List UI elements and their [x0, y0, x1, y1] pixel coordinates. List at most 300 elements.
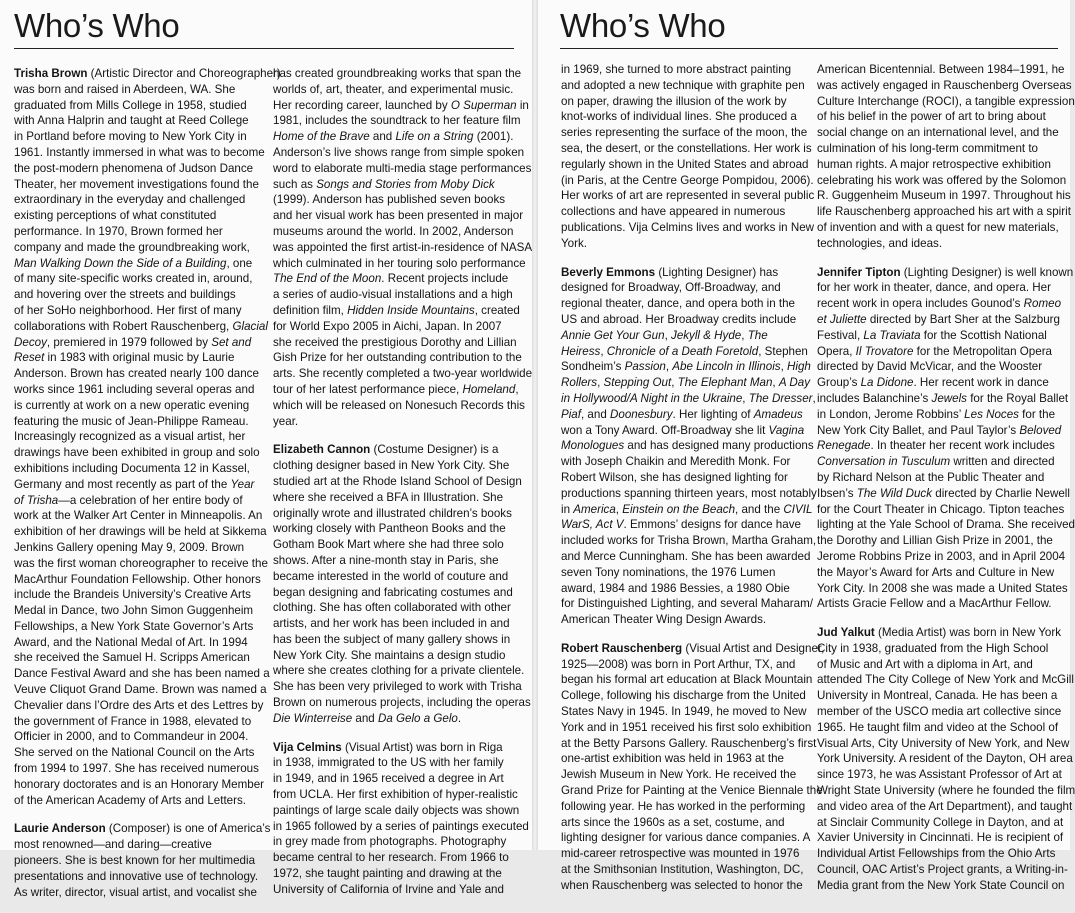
- bio-line: [14, 777, 265, 793]
- bio-line: [817, 767, 1062, 783]
- bio-line: [273, 366, 533, 382]
- bio-text: ,: [741, 328, 748, 342]
- bio-line: [273, 882, 512, 898]
- bio-text: in: [561, 502, 574, 516]
- bio-text: Her recording career, launched by: [273, 98, 451, 112]
- bio-line: [561, 596, 813, 612]
- bio-text: worlds of, art, theater, and experimental music.: [273, 82, 514, 96]
- bio-text: directed by Bart Sher at the Salzburg: [866, 312, 1060, 326]
- bio-italic-title: Die Winterreise: [273, 711, 353, 725]
- bio-line: [817, 344, 1056, 360]
- bio-text: with Anna Halprin and taught at Reed College: [14, 114, 249, 128]
- bio-line: [273, 192, 512, 208]
- bio-line: [561, 188, 815, 204]
- bio-italic-title: Monologues: [561, 439, 625, 453]
- bio-line: [14, 398, 253, 414]
- bio-text: museums around the world. In 2002, Anderson: [273, 224, 514, 238]
- bio-text: of Music and Art with a diploma in Art, and: [817, 657, 1033, 671]
- bio-line: [817, 815, 1064, 831]
- bio-line: [817, 704, 1062, 720]
- bio-italic-title: Jewels: [931, 391, 967, 405]
- bio-line: [817, 751, 1073, 767]
- bio-text: Increasingly recognized as a visual artist, her: [14, 430, 246, 444]
- bio-italic-title: The End of the Moon: [273, 272, 382, 286]
- bio-text: social change on an international level, and the: [817, 126, 1059, 140]
- bio-italic-title: Home of the Brave: [273, 130, 370, 144]
- bio-text: shows. After a nine-month stay in Paris, she: [273, 553, 499, 567]
- bio-line: [14, 287, 253, 303]
- bio-line: [817, 657, 1056, 673]
- bio-text: ,: [597, 376, 604, 390]
- bio-line: [273, 319, 512, 335]
- bio-text: and: [352, 711, 378, 725]
- bio-text: technologies, and ideas.: [817, 236, 943, 250]
- bio-text: Dance Festival Award and she has been named a: [14, 667, 270, 681]
- bio-text: from 1994 to 1997. She has received numerous: [14, 762, 259, 776]
- bio-text: lighting at the Yale School of Drama. She received: [817, 518, 1075, 532]
- bio-line: [273, 600, 512, 616]
- bio-text: paintings of large scale daily objects was shown: [273, 803, 520, 817]
- bio-text: and: [369, 130, 396, 144]
- bio-entry: [817, 62, 1075, 252]
- bio-text: 1972, she taught painting and drawing at the: [273, 867, 502, 881]
- bio-line: [817, 862, 1068, 878]
- bio-text: sea, the desert, or the constellations. Her work is: [561, 141, 812, 155]
- bio-text: As writer, director, visual artist, and vocalist she: [14, 885, 257, 899]
- bio-text: began his formal art education at Black Mountain: [561, 673, 813, 687]
- bio-text: York City. In 2008 she was made a United States: [817, 581, 1068, 595]
- bio-line: [817, 581, 1068, 597]
- bio-text: regional theater, dance, and opera both in the: [561, 297, 795, 311]
- bio-text: and video area of the Art Department), and taught: [817, 799, 1073, 813]
- bio-italic-title: Annie Get Your Gun: [561, 328, 665, 342]
- bio-line: [14, 240, 253, 256]
- bio-line: [273, 442, 512, 458]
- bio-text: and adopted a new technique with graphite pen: [561, 78, 805, 92]
- bio-line: [817, 204, 1071, 220]
- bio-text: for World Expo 2005 in Aichi, Japan. In 2007: [273, 319, 502, 333]
- bio-italic-title: The: [747, 328, 768, 342]
- bio-text: American Theater Wing Design Awards.: [561, 613, 767, 627]
- bio-line: [817, 470, 1056, 486]
- bio-line: [561, 220, 815, 236]
- bio-text: York University. A resident of the Dayton, OH area: [817, 752, 1073, 766]
- bio-line: [273, 537, 512, 553]
- bio-text: City in 1938, graduated from the High School: [817, 641, 1049, 655]
- bio-text: year.: [273, 414, 299, 428]
- bio-line: [14, 445, 260, 461]
- bio-text: ,: [665, 360, 673, 374]
- bio-line: [14, 714, 253, 730]
- bio-text: York and in 1951 received his first solo exhibition: [561, 720, 812, 734]
- bio-text: for the Scottish National: [920, 328, 1047, 342]
- bio-text: clothing. She has often collaborated with other: [273, 601, 511, 615]
- bio-entry: [561, 641, 825, 894]
- bio-line: [561, 265, 800, 281]
- bio-line: [561, 236, 800, 252]
- bio-text: Robert Wilson, she has designed lighting for: [561, 470, 788, 484]
- bio-line: [561, 312, 800, 328]
- bio-text: in: [516, 98, 529, 112]
- bio-line: [14, 869, 259, 885]
- bio-line: [817, 141, 1056, 157]
- bio-line: [14, 177, 259, 193]
- bio-line: [561, 751, 800, 767]
- bio-line: [817, 641, 1056, 657]
- bio-line: [561, 783, 823, 799]
- bio-line: [14, 303, 253, 319]
- bio-text: is currently at work on a new operatic evening: [14, 398, 250, 412]
- bio-text: extraordinary in the everyday and challenged: [14, 193, 246, 207]
- bio-italic-title: La Didone: [860, 376, 914, 390]
- bio-text: She has been very privileged to work with Trisha: [273, 680, 522, 694]
- bio-text: 1981, includes the soundtrack to her feature film: [273, 114, 521, 128]
- bio-line: [273, 98, 529, 114]
- bio-line: [273, 490, 512, 506]
- bio-text: exhibitions including Documenta 12 in Kassel,: [14, 461, 250, 475]
- bio-text: States Navy in 1945. In 1949, he moved to New: [561, 705, 807, 719]
- bio-line: [817, 688, 1056, 704]
- bio-line: [14, 414, 253, 430]
- bio-line: [14, 540, 253, 556]
- bio-line: [817, 296, 1062, 312]
- bio-line: [561, 565, 800, 581]
- bio-line: [273, 679, 522, 695]
- bio-text: tour of her latest performance piece,: [273, 382, 463, 396]
- bio-line: [561, 454, 800, 470]
- bio-line: [561, 391, 816, 407]
- bio-text: (Visual Artist and Designer,: [682, 641, 825, 655]
- bio-text: US and abroad. Her Broadway credits include: [561, 312, 797, 326]
- bio-text: written and directed: [950, 455, 1055, 469]
- bio-line: [14, 382, 253, 398]
- bio-line: [561, 423, 805, 439]
- bio-text: was born and raised in Aberdeen, WA. She: [14, 82, 236, 96]
- bio-line: [14, 556, 268, 572]
- bio-text: at the Betty Parsons Gallery. Rauschenberg’s first: [561, 736, 817, 750]
- bio-text: (Composer) is one of America’s: [105, 822, 271, 836]
- bio-line: [817, 125, 1059, 141]
- bio-text: where she creates clothing for a private clientele.: [273, 664, 525, 678]
- bio-name: Robert Rauschenberg: [561, 641, 683, 655]
- bio-line: [817, 188, 1071, 204]
- bio-line: [561, 62, 800, 78]
- bio-line: [817, 62, 1065, 78]
- bio-italic-title: Stepping Out: [603, 376, 672, 390]
- bio-text: ,: [780, 360, 788, 374]
- bio-line: [817, 672, 1074, 688]
- right-page-title: Who’s Who: [560, 7, 726, 44]
- bio-line: [273, 335, 517, 351]
- bio-line: [817, 517, 1075, 533]
- bio-text: became interested in the world of couture and: [273, 569, 509, 583]
- bio-entry: [561, 62, 815, 252]
- bio-line: [273, 834, 512, 850]
- bio-name: Laurie Anderson: [14, 822, 106, 836]
- bio-line: [273, 458, 512, 474]
- bio-text: when Rauschenberg was selected to honor the: [561, 878, 803, 892]
- bio-entry: [817, 625, 1075, 894]
- bio-italic-title: Passion: [624, 360, 666, 374]
- bio-text: drawings have been exhibited in group and solo: [14, 446, 260, 460]
- bio-line: [561, 704, 807, 720]
- bio-text: ,: [515, 382, 519, 396]
- bio-text: and Merce Cunningham. She has been awarded: [561, 549, 811, 563]
- bio-text: ,: [812, 391, 816, 405]
- bio-line: [273, 161, 532, 177]
- bio-italic-title: Chronicle of a Death Foretold: [606, 344, 759, 358]
- bio-line: [817, 157, 1056, 173]
- bio-text: .: [457, 711, 462, 725]
- bio-line: [817, 109, 1056, 125]
- bio-line: [561, 502, 813, 518]
- bio-text: was actively engaged in Rauschenberg Overseas: [817, 78, 1072, 92]
- bio-text: Individual Artist Fellowships from the Ohio Arts: [817, 847, 1056, 861]
- bio-name: Trisha Brown: [14, 67, 88, 80]
- bio-italic-title: High: [787, 360, 811, 374]
- bio-line: [817, 407, 1056, 423]
- bio-text: ,: [615, 502, 623, 516]
- bio-text: 1965. He taught film and video at the School of: [817, 720, 1059, 734]
- bio-text: culmination of his long-term commitment to: [817, 141, 1039, 155]
- bio-text: work at the Walker Art Center in Minneapolis. An: [14, 509, 263, 523]
- bio-text: Group’s: [817, 376, 861, 390]
- bio-text: most renowned—and daring—creative: [14, 838, 212, 852]
- bio-text: , and: [580, 407, 610, 421]
- bio-italic-title: Glacial: [232, 319, 268, 333]
- bio-italic-title: CIVIL: [783, 502, 813, 516]
- bio-line: [817, 220, 1059, 236]
- bio-text: in 1965 followed by a series of paintings executed: [273, 819, 529, 833]
- bio-text: includes Balanchine’s: [817, 391, 932, 405]
- bio-text: recent work in opera includes Gounod’s: [817, 297, 1024, 311]
- bio-italic-title: Jekyll & Hyde: [671, 328, 742, 342]
- bio-text: exhibition of her drawings will be held at Sikkema: [14, 525, 267, 539]
- bio-text: directed by Charlie Newell: [932, 486, 1070, 500]
- right-page: [538, 0, 1075, 892]
- bio-italic-title: et Juliette: [817, 312, 867, 326]
- bio-text: at the Smithsonian Institution, Washington, DC,: [561, 863, 804, 877]
- bio-text: Anderson’s live shows range from simple spoken: [273, 145, 525, 159]
- bio-text: 1925—2008) was born in Port Arthur, TX, and: [561, 657, 796, 671]
- bio-text: following year. He has worked in the performing: [561, 799, 806, 813]
- bio-text: directed by David McVicar, and the Wooster: [817, 360, 1043, 374]
- bio-line: [561, 157, 809, 173]
- bio-line: [817, 312, 1060, 328]
- bio-line: [561, 581, 800, 597]
- bio-line: [273, 850, 512, 866]
- bio-line: [14, 161, 253, 177]
- bio-line: [14, 208, 253, 224]
- bio-text: Grand Prize for Painting at the Venice Biennale the: [561, 784, 823, 798]
- bio-line: [273, 585, 512, 601]
- bio-line: [817, 423, 1062, 439]
- bio-text: began designing and fabricating costumes and: [273, 585, 513, 599]
- bio-text: College, following his discharge from the United: [561, 689, 806, 703]
- bio-text: Medal in Dance, two John Simon Guggenheim: [14, 604, 254, 618]
- bio-text: collections and have appeared in numerous: [561, 205, 786, 219]
- bio-text: Festival,: [817, 328, 864, 342]
- bio-text: , and the: [735, 502, 784, 516]
- bio-text: of invention and with a quest for new materials,: [817, 220, 1059, 234]
- bio-text: . Her lighting of: [672, 407, 754, 421]
- bio-italic-title: Songs and Stories from Moby Dick: [316, 177, 495, 191]
- bio-text: has been the subject of many gallery shows in: [273, 632, 511, 646]
- bio-text: Award, and the National Medal of Art. In 1994: [14, 635, 248, 649]
- bio-italic-title: Amadeus: [753, 407, 803, 421]
- bio-entry: [273, 740, 529, 898]
- bio-text: , Stephen: [758, 344, 808, 358]
- bio-text: American Bicentennial. Between 1984–1991, he: [817, 63, 1065, 76]
- bio-line: [561, 470, 800, 486]
- bio-text: studied art at the Rhode Island School of Design: [273, 474, 522, 488]
- bio-italic-title: Beloved: [1019, 423, 1062, 437]
- bio-line: [817, 878, 1065, 894]
- bio-italic-title: The Dresser: [748, 391, 813, 405]
- bio-line: [561, 141, 812, 157]
- bio-line: [817, 783, 1075, 799]
- bio-text: Chevalier dans l’Ordre des Arts et des Lettres by: [14, 698, 264, 712]
- bio-line: [273, 755, 512, 771]
- bio-line: [14, 682, 267, 698]
- bio-italic-title: in Hollywood/A Night in the Ukraine: [561, 391, 743, 405]
- bio-text: has created groundbreaking works that span the: [273, 67, 522, 80]
- left-page-header: [14, 6, 514, 49]
- bio-line: [561, 862, 804, 878]
- bio-line: [561, 407, 803, 423]
- bio-text: Ibsen’s: [817, 486, 857, 500]
- right-page-header: [560, 6, 1058, 49]
- bio-line: [561, 296, 800, 312]
- bio-italic-title: Homeland: [462, 382, 516, 396]
- bio-line: [14, 461, 253, 477]
- bio-line: [561, 641, 825, 657]
- bio-text: and hovering over the streets and buildings: [14, 288, 236, 302]
- bio-line: [273, 740, 512, 756]
- bio-line: [14, 635, 253, 651]
- bio-line: [817, 625, 1061, 641]
- bio-line: [273, 648, 512, 664]
- bio-text: , created: [474, 303, 520, 317]
- bio-text: , premiered in 1979 followed by: [46, 335, 212, 349]
- bio-line: [273, 145, 525, 161]
- bio-line: [14, 319, 268, 335]
- bio-italic-title: Life on a String: [395, 130, 474, 144]
- bio-line: [14, 666, 270, 682]
- bio-name: Jennifer Tipton: [817, 265, 901, 279]
- bio-line: [817, 391, 1069, 407]
- bio-italic-title: Man Walking Down the Side of a Building: [14, 256, 227, 270]
- bio-text: (Media Artist) was born in New York: [874, 626, 1061, 640]
- bio-text: where she received a BFA in Illustration. She: [273, 490, 504, 504]
- bio-text: for her work in theater, dance, and opera. Her: [817, 281, 1051, 295]
- bio-text: which will be released on Nonesuch Records this: [273, 398, 525, 412]
- bio-text: in 1969, she turned to more abstract painting: [561, 63, 792, 76]
- bio-line: [561, 846, 800, 862]
- bio-line: [14, 745, 253, 761]
- bio-text: was the first woman choreographer to receive the: [14, 556, 268, 570]
- bio-line: [561, 78, 805, 94]
- bio-line: [817, 549, 1066, 565]
- bio-text: arts since the 1960s as a set, costume, and: [561, 815, 785, 829]
- right-page-column-2: [817, 62, 1075, 907]
- bio-text: MacArthur Foundation Fellowship. Other honors: [14, 572, 261, 586]
- bio-italic-title: The Wild Duck: [856, 486, 933, 500]
- bio-text: Artists Gracie Fellow and a MacArthur Fellow.: [817, 597, 1052, 611]
- bio-text: ,: [742, 391, 749, 405]
- bio-line: [14, 271, 253, 287]
- bio-line: [817, 328, 1056, 344]
- bio-line: [561, 815, 800, 831]
- bio-text: life Rauschenberg approached his art with a spirit: [817, 205, 1071, 219]
- bio-italic-title: Doonesbury: [610, 407, 673, 421]
- bio-text: Theater, her movement investigations found the: [14, 177, 259, 191]
- bio-line: [561, 767, 800, 783]
- bio-line: [561, 533, 817, 549]
- bio-text: of the American Academy of Arts and Letters.: [14, 793, 246, 807]
- bio-text: the post-modern phenomena of Judson Dance: [14, 161, 254, 175]
- bio-text: artists, and her work has been included in and: [273, 617, 510, 631]
- bio-line: [14, 82, 253, 98]
- bio-text: Veuve Cliquot Grand Dame. Brown was named a: [14, 683, 267, 697]
- bio-text: designed for Broadway, Off-Broadway, and: [561, 281, 781, 295]
- bio-line: [273, 474, 522, 490]
- bio-text: New York City Ballet, and Paul Taylor’s: [817, 423, 1020, 437]
- bio-line: [817, 736, 1070, 752]
- left-page-title: Who’s Who: [14, 7, 180, 44]
- bio-line: [14, 350, 253, 366]
- bio-line: [14, 366, 259, 382]
- bio-line: [14, 885, 257, 901]
- bio-entry: [14, 66, 281, 808]
- bio-text: at Sinclair Community College in Dayton, and at: [817, 815, 1064, 829]
- bio-line: [14, 256, 253, 272]
- bio-italic-title: Piaf: [561, 407, 581, 421]
- bio-text: and her visual work has been presented in major: [273, 209, 524, 223]
- bio-line: [273, 208, 524, 224]
- bio-text: member of the USCO media art collective since: [817, 705, 1062, 719]
- bio-italic-title: Romeo: [1023, 297, 1062, 311]
- bio-line: [273, 663, 525, 679]
- bio-text: attended The City College of New York and McGill: [817, 673, 1074, 687]
- bio-text: existing perceptions of what constituted: [14, 209, 217, 223]
- bio-text: such as: [273, 177, 317, 191]
- bio-text: won a Tony Award. Off-Broadway she lit: [561, 423, 769, 437]
- bio-line: [273, 66, 522, 82]
- bio-text: by Richard Nelson at the Public Theater and: [817, 470, 1045, 484]
- bio-line: [561, 173, 814, 189]
- bio-line: [561, 517, 800, 533]
- bio-italic-title: La Traviata: [863, 328, 921, 342]
- bio-text: word to elaborate multi-media stage performances: [273, 161, 532, 175]
- bio-text: Gotham Book Mart where she had three solo: [273, 538, 504, 552]
- bio-entry: [817, 265, 1075, 613]
- bio-line: [817, 94, 1075, 110]
- bio-line: [561, 830, 811, 846]
- bio-italic-title: Hidden Inside Mountains: [347, 303, 475, 317]
- bio-text: for the Metropolitan Opera: [913, 344, 1053, 358]
- bio-line: [273, 303, 520, 319]
- bio-line: [273, 398, 525, 414]
- bio-text: working closely with Pantheon Books and the: [273, 522, 506, 536]
- bio-text: ,: [772, 376, 779, 390]
- bio-italic-title: Renegade: [817, 439, 871, 453]
- bio-text: Brown on numerous projects, including the operas: [273, 696, 531, 710]
- bio-italic-title: America: [573, 502, 616, 516]
- bio-text: from UCLA. Her first exhibition of hyper-realistic: [273, 788, 518, 802]
- bio-text: for Distinguished Lighting, and several Maharam/: [561, 597, 813, 611]
- bio-text: included works for Trisha Brown, Martha Graham,: [561, 534, 817, 548]
